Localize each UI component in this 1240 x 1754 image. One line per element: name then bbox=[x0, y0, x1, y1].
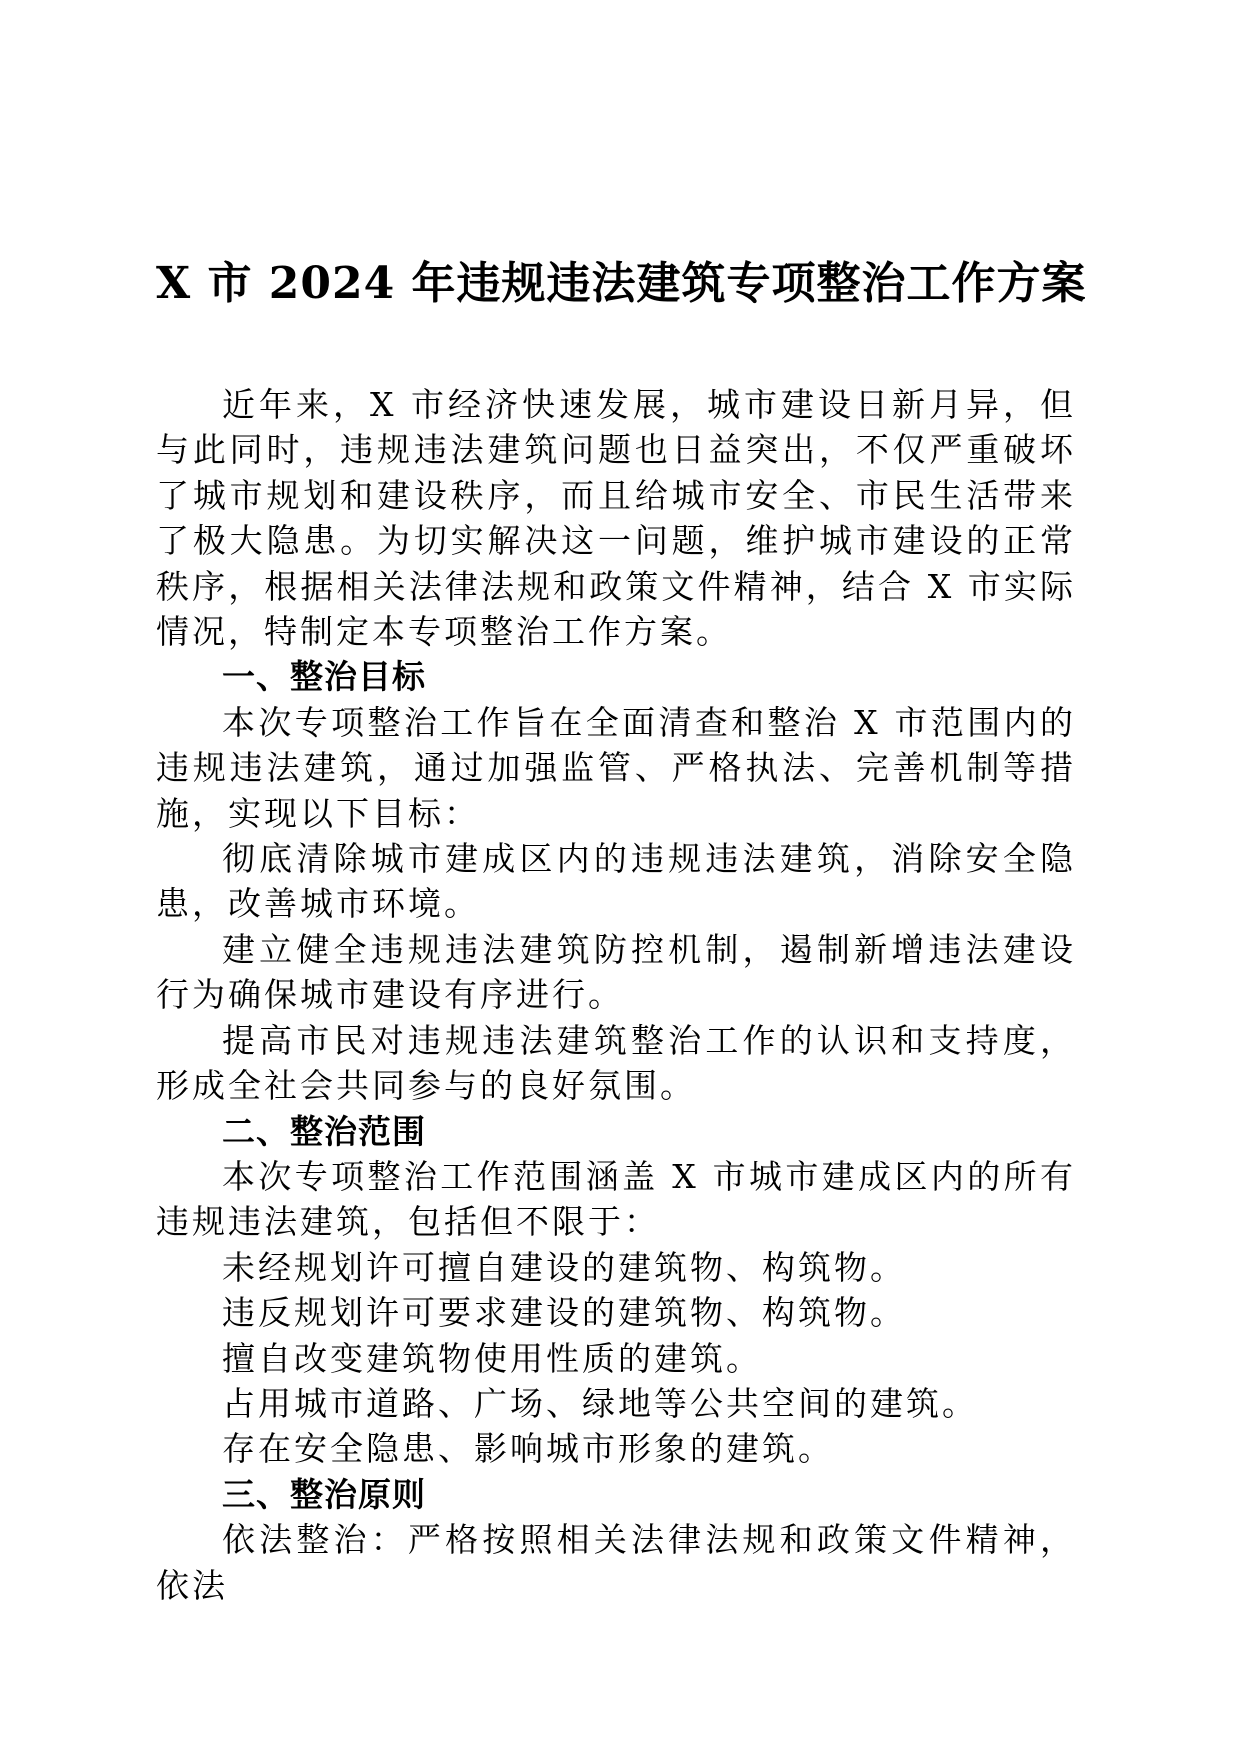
goal-item: 彻底清除城市建成区内的违规违法建筑，消除安全隐患，改善城市环境。 bbox=[156, 839, 1076, 924]
scope-paragraph: 本次专项整治工作范围涵盖 X 市城市建成区内的所有违规违法建筑，包括但不限于： bbox=[156, 1156, 1076, 1242]
intro-paragraph: 近年来，X 市经济快速发展，城市建设日新月异，但与此同时，违规违法建筑问题也日益突出，不仅严重破坏了城市规划和建设秩序，而且给城市安全、市民生活带来了极大隐患。为切实解决这一问题，维护城市建设的正常秩序，根据相关法律法规和政策文件精神，结合 X 市实际情况，特制定本专项整治工作方案。 bbox=[156, 385, 1076, 652]
scope-item: 未经规划许可擅自建设的建筑物、构筑物。 bbox=[222, 1247, 906, 1287]
principle-paragraph: 依法整治：严格按照相关法律法规和政策文件精神，依法 bbox=[156, 1520, 1076, 1605]
scope-item: 存在安全隐患、影响城市形象的建筑。 bbox=[222, 1429, 834, 1469]
scope-item: 违反规划许可要求建设的建筑物、构筑物。 bbox=[222, 1293, 906, 1333]
goals-paragraph: 本次专项整治工作旨在全面清查和整治 X 市范围内的违规违法建筑，通过加强监管、严格执法、完善机制等措施，实现以下目标： bbox=[156, 702, 1076, 833]
goal-item: 提高市民对违规违法建筑整治工作的认识和支持度，形成全社会共同参与的良好氛围。 bbox=[156, 1020, 1076, 1106]
document-title: X 市 2024 年违规违法建筑专项整治工作方案 bbox=[156, 258, 1087, 309]
scope-item: 擅自改变建筑物使用性质的建筑。 bbox=[222, 1338, 762, 1378]
document-body bbox=[156, 382, 1076, 1608]
section-heading-goals: 一、整治目标 bbox=[222, 657, 426, 697]
section-heading-scope: 二、整治范围 bbox=[222, 1111, 426, 1151]
goal-item: 建立健全违规违法建筑防控机制，遏制新增违法建设行为确保城市建设有序进行。 bbox=[156, 929, 1076, 1015]
scope-item: 占用城市道路、广场、绿地等公共空间的建筑。 bbox=[222, 1383, 978, 1423]
section-heading-principles: 三、整治原则 bbox=[222, 1474, 426, 1514]
